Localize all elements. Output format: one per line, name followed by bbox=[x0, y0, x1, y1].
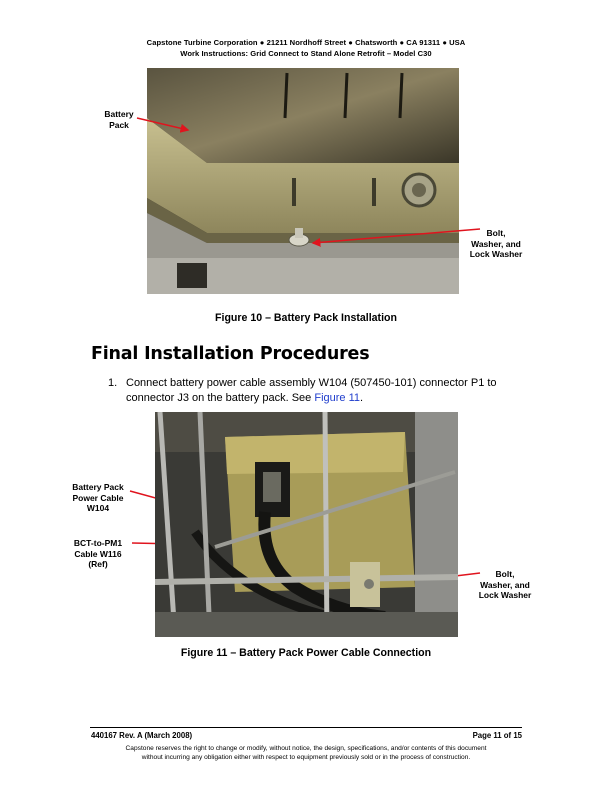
footer-disclaimer bbox=[60, 744, 552, 762]
callout-battery-pack: Battery Pack bbox=[104, 109, 134, 130]
figure-11-photo bbox=[155, 412, 458, 637]
figure-11-caption: Figure 11 – Battery Pack Power Cable Connection bbox=[180, 647, 432, 659]
disclaimer-line-2: without incurring any obligation either with respect to equipment previously sold or in the process of construction. bbox=[141, 754, 471, 761]
disclaimer-line-1: Capstone reserves the right to change or modify, without notice, the design, specifications, and/or contents of this document bbox=[125, 745, 487, 752]
footer-divider bbox=[90, 727, 522, 728]
battery-pack-cable-image bbox=[155, 412, 458, 637]
figure-10-caption: Figure 10 – Battery Pack Installation bbox=[215, 312, 397, 324]
arrow-battery-pack bbox=[137, 118, 188, 130]
step-text bbox=[126, 376, 536, 406]
step-number: 1. bbox=[108, 377, 118, 389]
section-title: Final Installation Procedures bbox=[91, 344, 370, 364]
callout-bolt-washer-fig11: Bolt, Washer, and Lock Washer bbox=[478, 569, 532, 600]
arrow-bolt-fig10 bbox=[313, 229, 480, 243]
footer-page-number: Page 11 of 15 bbox=[472, 731, 522, 740]
step-text-body: Connect battery power cable assembly W104 (507450-101) connector P1 to connector J3 on the battery pack. See bbox=[126, 377, 497, 404]
figure-11-link[interactable]: Figure 11 bbox=[314, 392, 360, 404]
callout-bct-to-pm1-cable: BCT-to-PM1 Cable W116 (Ref) bbox=[73, 538, 123, 569]
header-company-line: Capstone Turbine Corporation ● 21211 Nordhoff Street ● Chatsworth ● CA 91311 ● USA bbox=[146, 38, 466, 47]
header-title-line: Work Instructions: Grid Connect to Stand Alone Retrofit – Model C30 bbox=[180, 49, 432, 58]
callout-bolt-washer-fig10: Bolt, Washer, and Lock Washer bbox=[469, 228, 523, 259]
footer-document-revision: 440167 Rev. A (March 2008) bbox=[91, 731, 193, 740]
step-text-end: . bbox=[360, 392, 364, 404]
callout-battery-pack-power-cable: Battery Pack Power Cable W104 bbox=[72, 482, 124, 513]
